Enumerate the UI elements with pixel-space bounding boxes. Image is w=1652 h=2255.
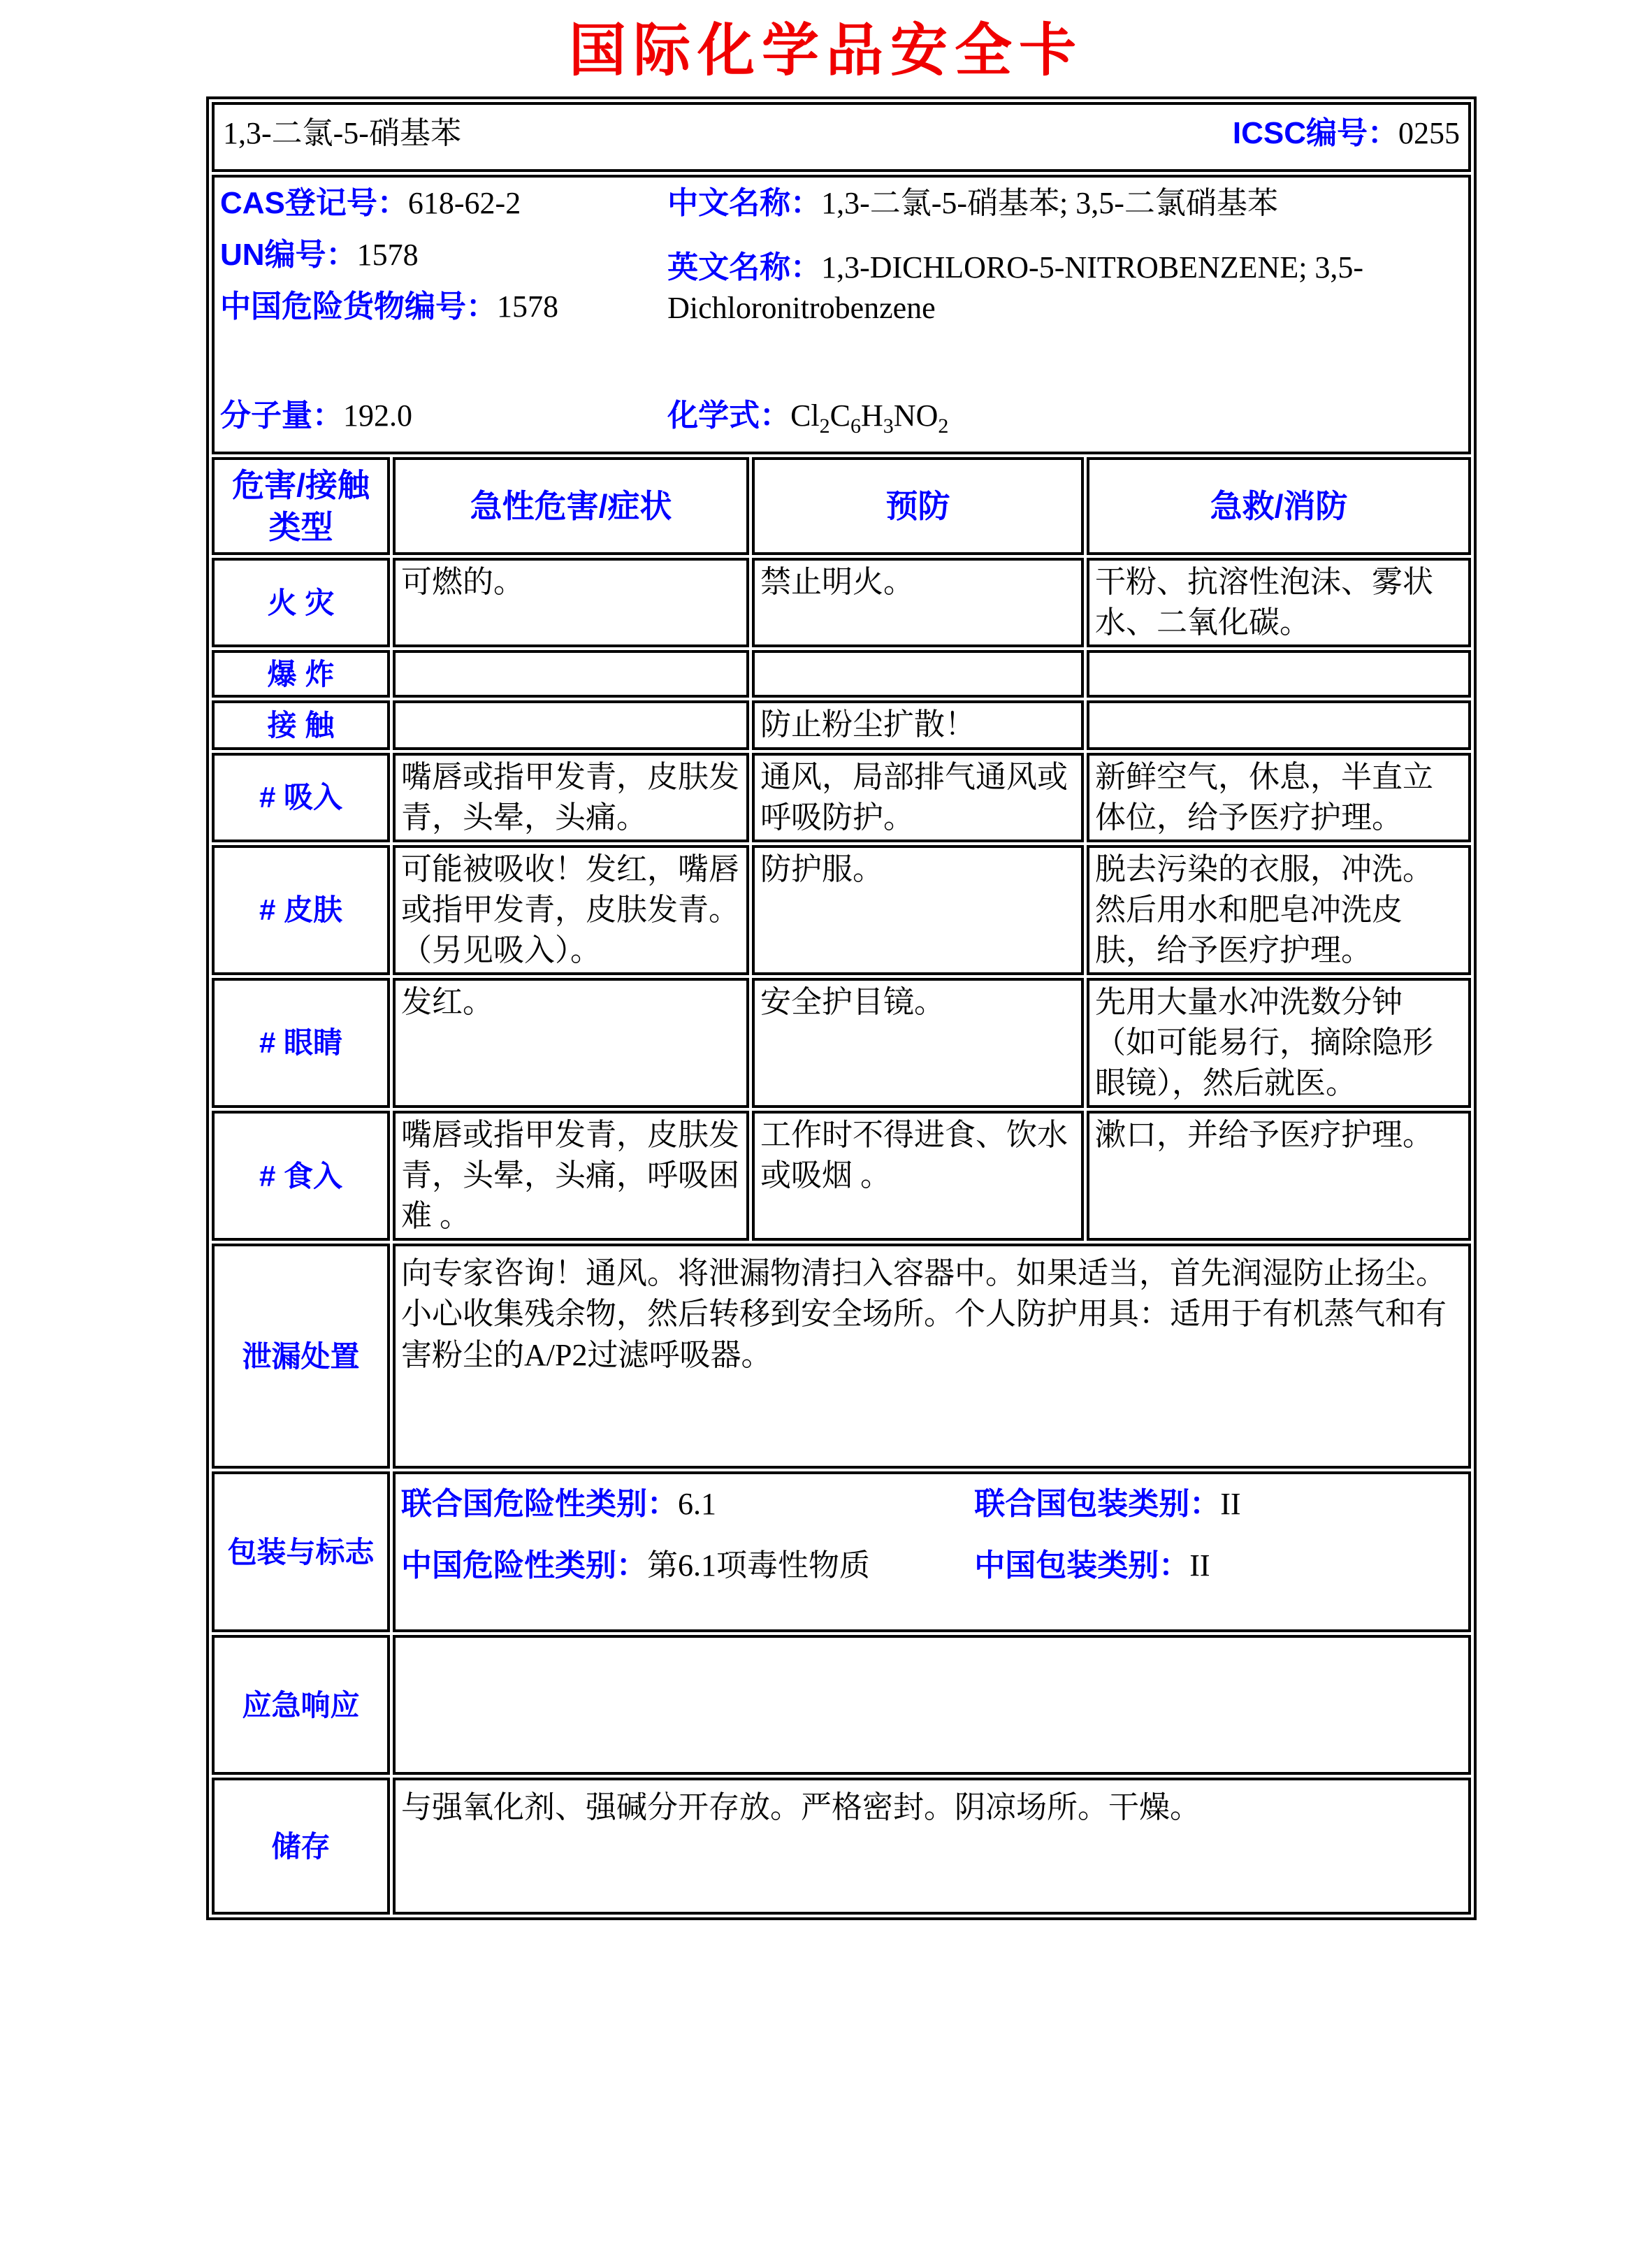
china-hazard-class-value: 第6.1项毒性物质	[647, 1548, 870, 1583]
ingestion-symptoms: 嘴唇或指甲发青，皮肤发青，头晕，头痛，呼吸困难 。	[393, 1111, 749, 1241]
contact-label: 接 触	[212, 700, 390, 749]
inhalation-label: # 吸入	[212, 753, 390, 842]
un-hazard-class-value: 6.1	[678, 1487, 716, 1522]
hazard-row-contact	[212, 700, 1471, 749]
un-packing-group-value: II	[1220, 1487, 1241, 1522]
ingestion-first-aid: 漱口，并给予医疗护理。	[1087, 1111, 1471, 1241]
icsc-card-table	[206, 96, 1477, 1920]
emergency-content	[393, 1635, 1471, 1775]
china-packing-group-value: II	[1189, 1548, 1210, 1583]
storage-label: 储存	[212, 1778, 390, 1915]
spillage-label: 泄漏处置	[212, 1244, 390, 1469]
section-row-storage	[212, 1778, 1471, 1915]
un-hazard-class-label: 联合国危险性类别：	[401, 1487, 678, 1522]
fire-prevention: 禁止明火。	[752, 558, 1084, 647]
un-hazard-class-pair	[401, 1484, 974, 1525]
formula-label: 化学式：	[667, 398, 791, 433]
explosion-symptoms	[393, 650, 749, 698]
explosion-label: 爆 炸	[212, 650, 390, 698]
hazard-header-row	[212, 457, 1471, 555]
header-hazard-type: 危害/接触类型	[212, 457, 390, 555]
identity-bottom-block	[220, 396, 1463, 449]
packaging-grid	[401, 1476, 1463, 1586]
molecular-weight-label: 分子量：	[220, 398, 343, 433]
cas-value: 618-62-2	[407, 186, 521, 221]
contact-first-aid	[1087, 700, 1471, 749]
hazard-row-fire	[212, 558, 1471, 647]
identity-cell	[212, 175, 1471, 454]
fire-first-aid: 干粉、抗溶性泡沫、雾状水、二氧化碳。	[1087, 558, 1471, 647]
english-name-value: 1,3-DICHLORO-5-NITROBENZENE; 3,5-Dichloronitrobenzene	[667, 250, 1364, 326]
skin-symptoms: 可能被吸收！发红，嘴唇或指甲发青，皮肤发青。（另见吸入）。	[393, 845, 749, 975]
identity-row	[212, 175, 1471, 454]
fire-label: 火 灾	[212, 558, 390, 647]
skin-first-aid: 脱去污染的衣服，冲洗。然后用水和肥皂冲洗皮肤，给予医疗护理。	[1087, 845, 1471, 975]
china-dg-label: 中国危险货物编号：	[220, 289, 497, 324]
section-row-spillage	[212, 1244, 1471, 1469]
inhalation-symptoms: 嘴唇或指甲发青，皮肤发青，头晕，头痛。	[393, 753, 749, 842]
icsc-label: ICSC编号：	[1232, 116, 1399, 151]
china-packing-group-pair	[974, 1546, 1463, 1586]
section-row-emergency	[212, 1635, 1471, 1775]
china-hazard-class-label: 中国危险性类别：	[401, 1548, 647, 1583]
chinese-name-value: 1,3-二氯-5-硝基苯; 3,5-二氯硝基苯	[821, 186, 1278, 221]
explosion-first-aid	[1087, 650, 1471, 698]
molecular-weight-value: 192.0	[343, 398, 412, 433]
formula-line	[667, 396, 1450, 436]
skin-prevention: 防护服。	[752, 845, 1084, 975]
card-header-cell	[212, 102, 1471, 172]
un-label: UN编号：	[220, 238, 357, 273]
molecular-weight-line	[220, 396, 667, 436]
eyes-symptoms: 发红。	[393, 978, 749, 1108]
un-value: 1578	[356, 238, 419, 273]
chinese-name-label: 中文名称：	[667, 186, 822, 221]
inhalation-first-aid: 新鲜空气，休息，半直立体位，给予医疗护理。	[1087, 753, 1471, 842]
un-line	[220, 235, 667, 275]
hazard-row-eyes	[212, 978, 1471, 1108]
spillage-text: 向专家咨询！通风。将泄漏物清扫入容器中。如果适当，首先润湿防止扬尘。小心收集残余物，然后转移到安全场所。个人防护用具：适用于有机蒸气和有害粉尘的A/P2过滤呼吸器。	[401, 1256, 1447, 1372]
china-dg-line	[220, 287, 667, 327]
hazard-row-explosion	[212, 650, 1471, 698]
packaging-label: 包装与标志	[212, 1471, 390, 1632]
identity-right-column	[667, 183, 1450, 340]
header-prevention: 预防	[752, 457, 1084, 555]
eyes-prevention: 安全护目镜。	[752, 978, 1084, 1108]
packaging-content	[393, 1471, 1471, 1632]
icsc-value: 0255	[1398, 116, 1461, 151]
identity-left-column	[220, 183, 667, 340]
cas-line	[220, 183, 667, 224]
chemical-formula: $Cl_2C_6H_3NO_2$	[790, 398, 949, 438]
china-hazard-class-pair	[401, 1546, 974, 1586]
header-symptoms: 急性危害/症状	[393, 457, 749, 555]
chinese-name-line	[667, 183, 1450, 224]
cas-label: CAS登记号：	[220, 186, 408, 221]
un-packing-group-pair	[974, 1484, 1463, 1525]
storage-content	[393, 1778, 1471, 1915]
header-first-aid: 急救/消防	[1087, 457, 1471, 555]
contact-symptoms	[393, 700, 749, 749]
fire-symptoms: 可燃的。	[393, 558, 749, 647]
eyes-label: # 眼睛	[212, 978, 390, 1108]
emergency-label: 应急响应	[212, 1635, 390, 1775]
ingestion-prevention: 工作时不得进食、饮水或吸烟 。	[752, 1111, 1084, 1241]
china-dg-value: 1578	[497, 289, 558, 324]
storage-text: 与强氧化剂、强碱分开存放。严格密封。阴凉场所。干燥。	[401, 1790, 1201, 1825]
un-packing-group-label: 联合国包装类别：	[974, 1487, 1221, 1522]
page-title: 国际化学品安全卡	[568, 19, 1083, 82]
inhalation-prevention: 通风，局部排气通风或呼吸防护。	[752, 753, 1084, 842]
card-header-row	[212, 102, 1471, 172]
hazard-row-ingestion	[212, 1111, 1471, 1241]
eyes-first-aid: 先用大量水冲洗数分钟（如可能易行，摘除隐形眼镜），然后就医。	[1087, 978, 1471, 1108]
hazard-row-inhalation	[212, 753, 1471, 842]
china-packing-group-label: 中国包装类别：	[974, 1548, 1190, 1583]
ingestion-label: # 食入	[212, 1111, 390, 1241]
icsc-number-group	[1233, 113, 1460, 154]
spillage-content	[393, 1244, 1471, 1469]
chemical-name: 1,3-二氯-5-硝基苯	[223, 116, 461, 151]
explosion-prevention	[752, 650, 1084, 698]
hazard-row-skin	[212, 845, 1471, 975]
section-row-packaging	[212, 1471, 1471, 1632]
skin-label: # 皮肤	[212, 845, 390, 975]
english-name-label: 英文名称：	[667, 250, 822, 285]
english-name-line	[667, 247, 1450, 329]
contact-prevention: 防止粉尘扩散！	[752, 700, 1084, 749]
identity-top-block	[220, 183, 1463, 340]
